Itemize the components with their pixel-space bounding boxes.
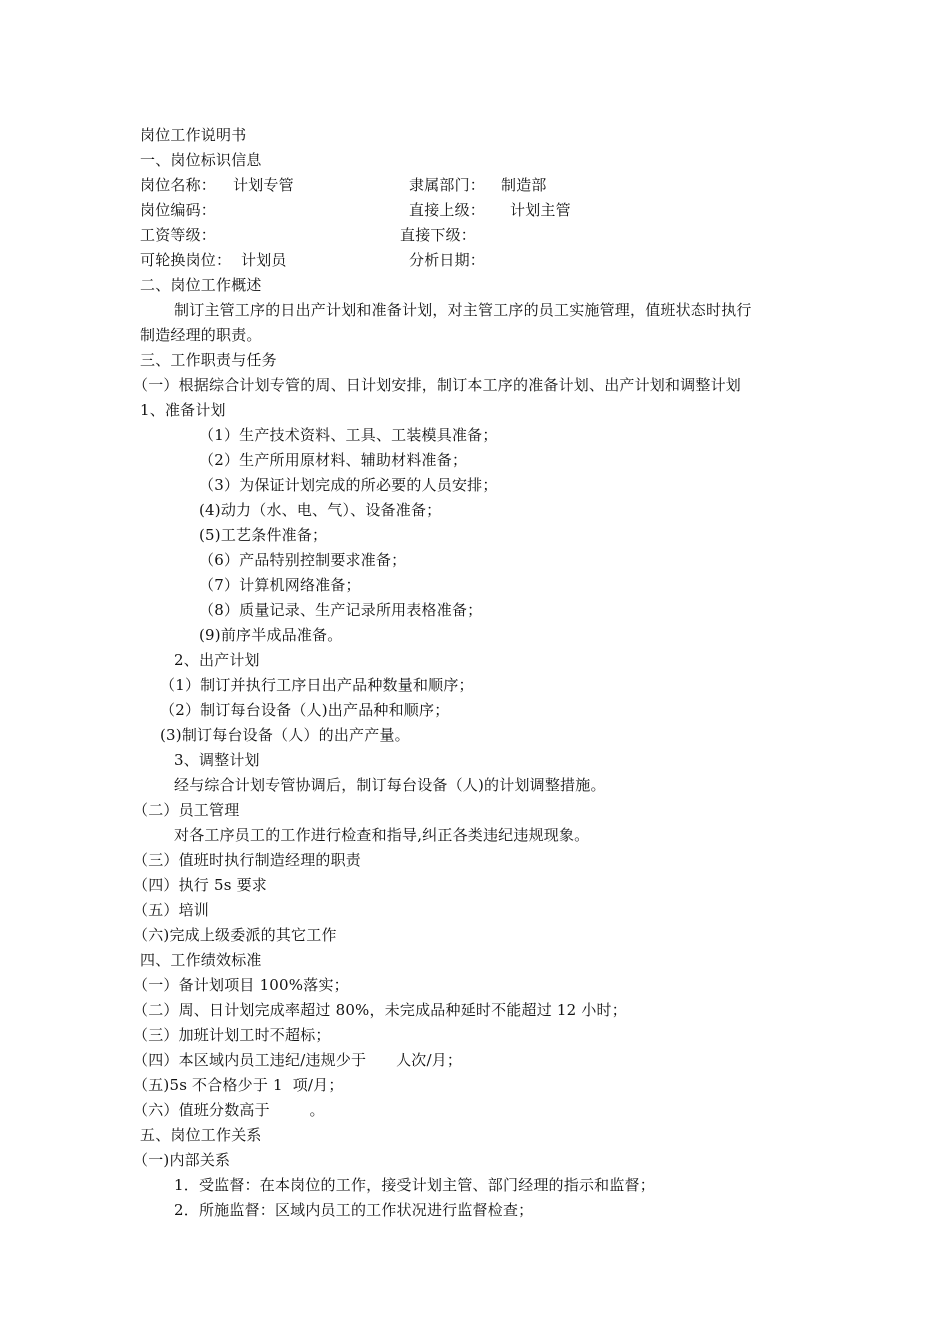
prep-plan-item: （8）质量记录、生产记录所用表格准备； [199,601,483,619]
relation-item: 1．受监督：在本岗位的工作，接受计划主管、部门经理的指示和监督； [174,1176,655,1194]
section-heading-relations: 五、岗位工作关系 [140,1126,262,1144]
position-code-label: 岗位编码： [140,201,217,219]
duty-2-heading: （二）员工管理 [133,801,240,819]
performance-item: （六）值班分数高于 。 [133,1101,325,1119]
prep-plan-heading: 1、准备计划 [140,401,226,419]
analysis-date-label: 分析日期： [409,251,486,269]
section-heading-duties: 三、工作职责与任务 [140,351,277,369]
duty-2-text: 对各工序员工的工作进行检查和指导,纠正各类违纪违规现象。 [174,826,590,844]
direct-superior-label: 直接上级： [409,201,486,219]
department-label: 隶属部门： [409,176,486,194]
adjust-plan-heading: 3、调整计划 [174,751,260,769]
duty-5-heading: （五）培训 [133,901,210,919]
relation-item: 2．所施监督：区域内员工的工作状况进行监督检查； [174,1201,534,1219]
position-name-value: 计划专管 [233,176,294,194]
output-plan-item: （1）制订并执行工序日出产品种数量和顺序； [160,676,474,694]
section-heading-identity: 一、岗位标识信息 [140,151,262,169]
performance-item: （三）加班计划工时不超标； [133,1026,331,1044]
prep-plan-item: (9)前序半成品准备。 [199,626,343,644]
prep-plan-item: （2）生产所用原材料、辅助材料准备； [199,451,468,469]
internal-relations-heading: （一)内部关系 [133,1151,231,1169]
output-plan-item: (3)制订每台设备（人）的出产产量。 [160,726,410,744]
output-plan-item: （2）制订每台设备（人)出产品种和顺序； [160,701,450,719]
prep-plan-item: (4)动力（水、电、气）、设备准备； [199,501,442,519]
prep-plan-item: （1）生产技术资料、工具、工装模具准备； [199,426,498,444]
overview-line-2: 制造经理的职责。 [140,326,262,344]
prep-plan-item: (5)工艺条件准备； [199,526,328,544]
performance-item: （二）周、日计划完成率超过 80%，未完成品种延时不能超过 12 小时； [133,1001,627,1019]
section-heading-performance: 四、工作绩效标准 [140,951,262,969]
rotatable-position-label: 可轮换岗位： [140,251,232,269]
direct-subordinate-label: 直接下级： [400,226,477,244]
duty-3-heading: （三）值班时执行制造经理的职责 [133,851,362,869]
position-name-label: 岗位名称： [140,176,217,194]
salary-grade-label: 工资等级： [140,226,217,244]
prep-plan-item: （6）产品特别控制要求准备； [199,551,407,569]
department-value: 制造部 [501,176,547,194]
performance-item: （五)5s 不合格少于 1 项/月； [133,1076,344,1094]
section-heading-overview: 二、岗位工作概述 [140,276,262,294]
rotatable-position-value: 计划员 [241,251,287,269]
prep-plan-item: （7）计算机网络准备； [199,576,361,594]
performance-item: （四）本区域内员工违纪/违规少于 人次/月； [133,1051,463,1069]
overview-line-1: 制订主管工序的日出产计划和准备计划，对主管工序的员工实施管理，值班状态时执行 [174,301,752,319]
direct-superior-value: 计划主管 [510,201,571,219]
duty-4-heading: （四）执行 5s 要求 [133,876,267,894]
document-title: 岗位工作说明书 [140,126,247,144]
adjust-plan-text: 经与综合计划专管协调后，制订每台设备（人)的计划调整措施。 [174,776,606,794]
output-plan-heading: 2、出产计划 [174,651,260,669]
performance-item: （一）备计划项目 100%落实； [133,976,349,994]
prep-plan-item: （3）为保证计划完成的所必要的人员安排； [199,476,498,494]
duty-6-heading: （六)完成上级委派的其它工作 [133,926,337,944]
duty-1-heading: （一）根据综合计划专管的周、日计划安排，制订本工序的准备计划、出产计划和调整计划 [133,376,742,394]
